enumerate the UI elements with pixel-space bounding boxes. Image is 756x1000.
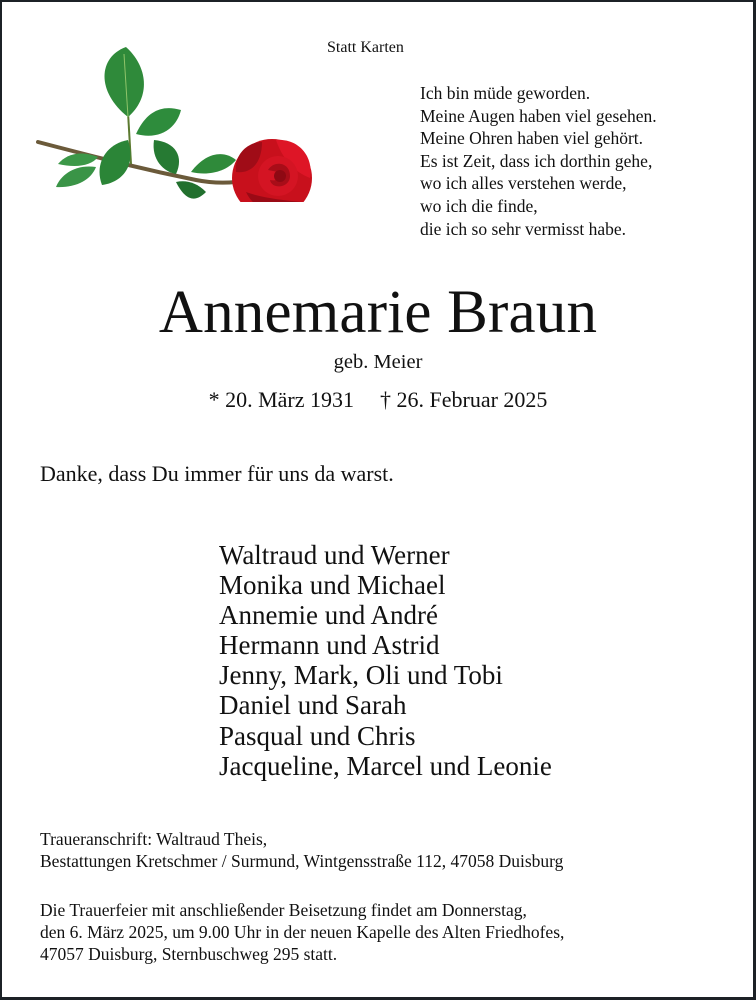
mourner-entry: Annemie und André bbox=[219, 600, 438, 631]
maiden-name: geb. Meier bbox=[333, 351, 423, 373]
mourner-entry: Pasqual und Chris bbox=[219, 720, 416, 751]
mourner-entry: Waltraud und Werner bbox=[219, 540, 450, 570]
poem-line: Ich bin müde geworden. bbox=[420, 83, 591, 103]
poem-line: wo ich alles verstehen werde, bbox=[420, 173, 627, 194]
life-dates bbox=[2, 387, 754, 413]
funeral-line: 47057 Duisburg, Sternbuschweg 295 statt. bbox=[40, 944, 338, 964]
poem-line: wo ich die finde, bbox=[420, 195, 538, 216]
birth-date: * 20. März 1931 bbox=[208, 387, 354, 412]
mourner-entry: Jacqueline, Marcel und Leonie bbox=[219, 750, 552, 781]
mourner-entry: Jenny, Mark, Oli und Tobi bbox=[219, 660, 503, 691]
mourning-address bbox=[40, 828, 563, 872]
address-line: Traueranschrift: Waltraud Theis, bbox=[40, 829, 268, 849]
statt-karten-label: Statt Karten bbox=[327, 39, 404, 56]
poem-line: Meine Augen haben viel gesehen. bbox=[420, 105, 657, 126]
poem-line: Meine Ohren haben viel gehört. bbox=[420, 128, 644, 149]
mourner-entry: Monika und Michael bbox=[219, 570, 446, 601]
mourners-list bbox=[219, 540, 552, 781]
mourner-entry: Hermann und Astrid bbox=[219, 630, 440, 661]
red-rose-icon bbox=[36, 42, 316, 202]
poem-line: die ich so sehr vermisst habe. bbox=[420, 218, 627, 239]
poem-line: Es ist Zeit, dass ich dorthin gehe, bbox=[420, 150, 653, 171]
mourner-entry: Daniel und Sarah bbox=[219, 690, 407, 721]
deceased-name: Annemarie Braun bbox=[158, 279, 598, 346]
funeral-details bbox=[40, 899, 564, 965]
death-date: † 26. Februar 2025 bbox=[380, 387, 548, 412]
thanks-message: Danke, dass Du immer für uns da warst. bbox=[40, 461, 394, 486]
funeral-line: Die Trauerfeier mit anschließender Beisetzung findet am Donnerstag, bbox=[40, 900, 527, 920]
funeral-line: den 6. März 2025, um 9.00 Uhr in der neuen Kapelle des Alten Friedhofes, bbox=[40, 922, 565, 942]
address-line: Bestattungen Kretschmer / Surmund, Wintgensstraße 112, 47058 Duisburg bbox=[40, 851, 564, 871]
poem bbox=[420, 82, 657, 240]
